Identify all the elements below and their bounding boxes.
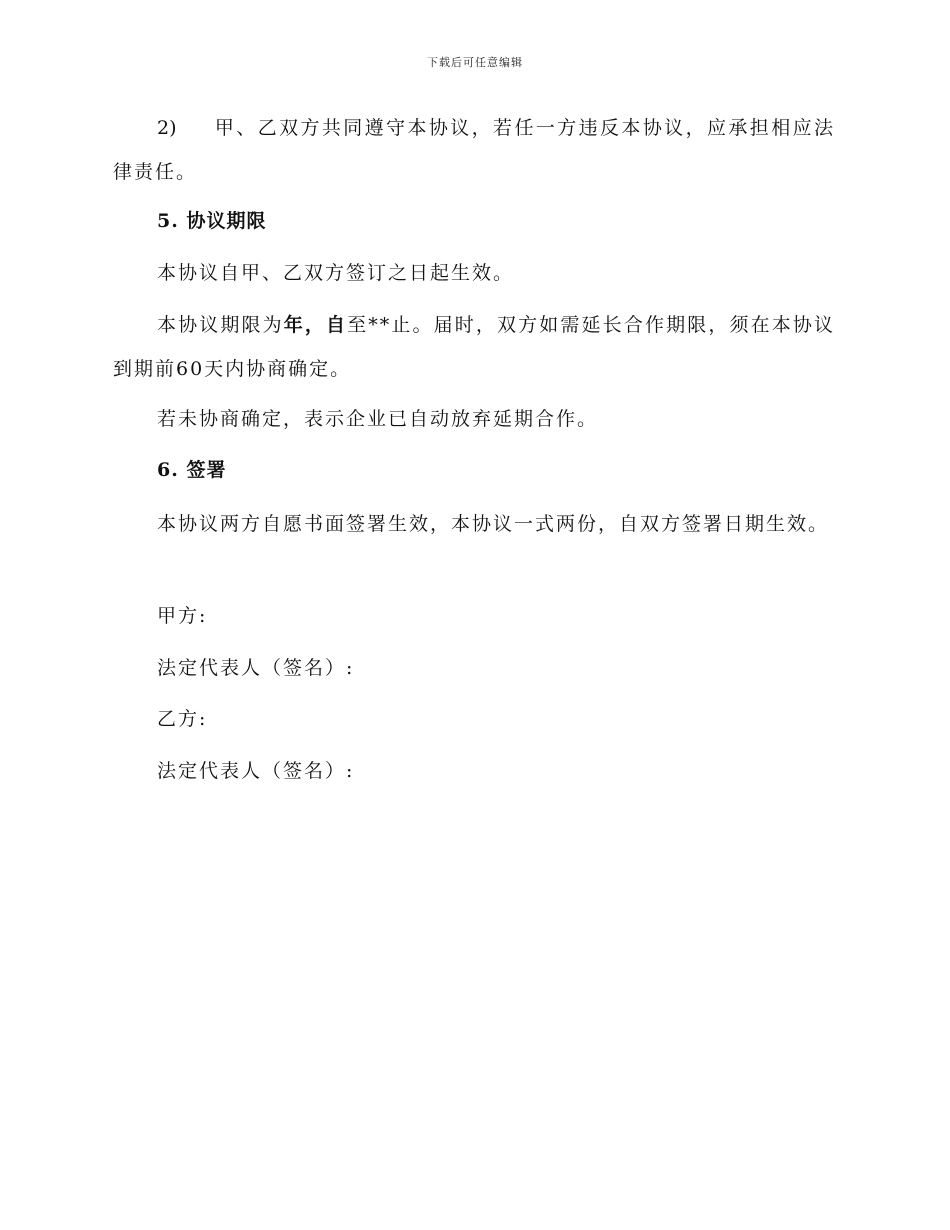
section-5-term [113,303,835,391]
party-b-label: 乙方: [157,708,208,730]
party-b-representative: 法定代表人（签名）: [157,760,355,782]
section-6-text: 本协议两方自愿书面签署生效，本协议一式两份，自双方签署日期生效。 [157,513,830,535]
section-5-heading: 5. 协议期限 [157,210,267,232]
term-part-1: 本协议期限为 [157,314,284,336]
section-5-no-agreement: 若未协商确定，表示企业已自动放弃延期合作。 [157,408,599,430]
party-a-representative: 法定代表人（签名）: [157,657,355,679]
term-part-2: 至**止。届时，双方如需延长合作期限，须在本协议到期前60天内协商确定。 [113,314,835,380]
page-header: 下载后可任意编辑 [427,56,523,69]
clause-2-text: 甲、乙双方共同遵守本协议，若任一方违反本协议，应承担相应法律责任。 [113,117,835,183]
section-5-effective: 本协议自甲、乙双方签订之日起生效。 [157,262,515,284]
section-6-heading: 6. 签署 [157,459,227,481]
clause-2 [113,106,835,194]
party-a-label: 甲方: [157,605,208,627]
clause-2-number: 2) [157,117,177,139]
term-bold: 年，自 [283,314,348,336]
